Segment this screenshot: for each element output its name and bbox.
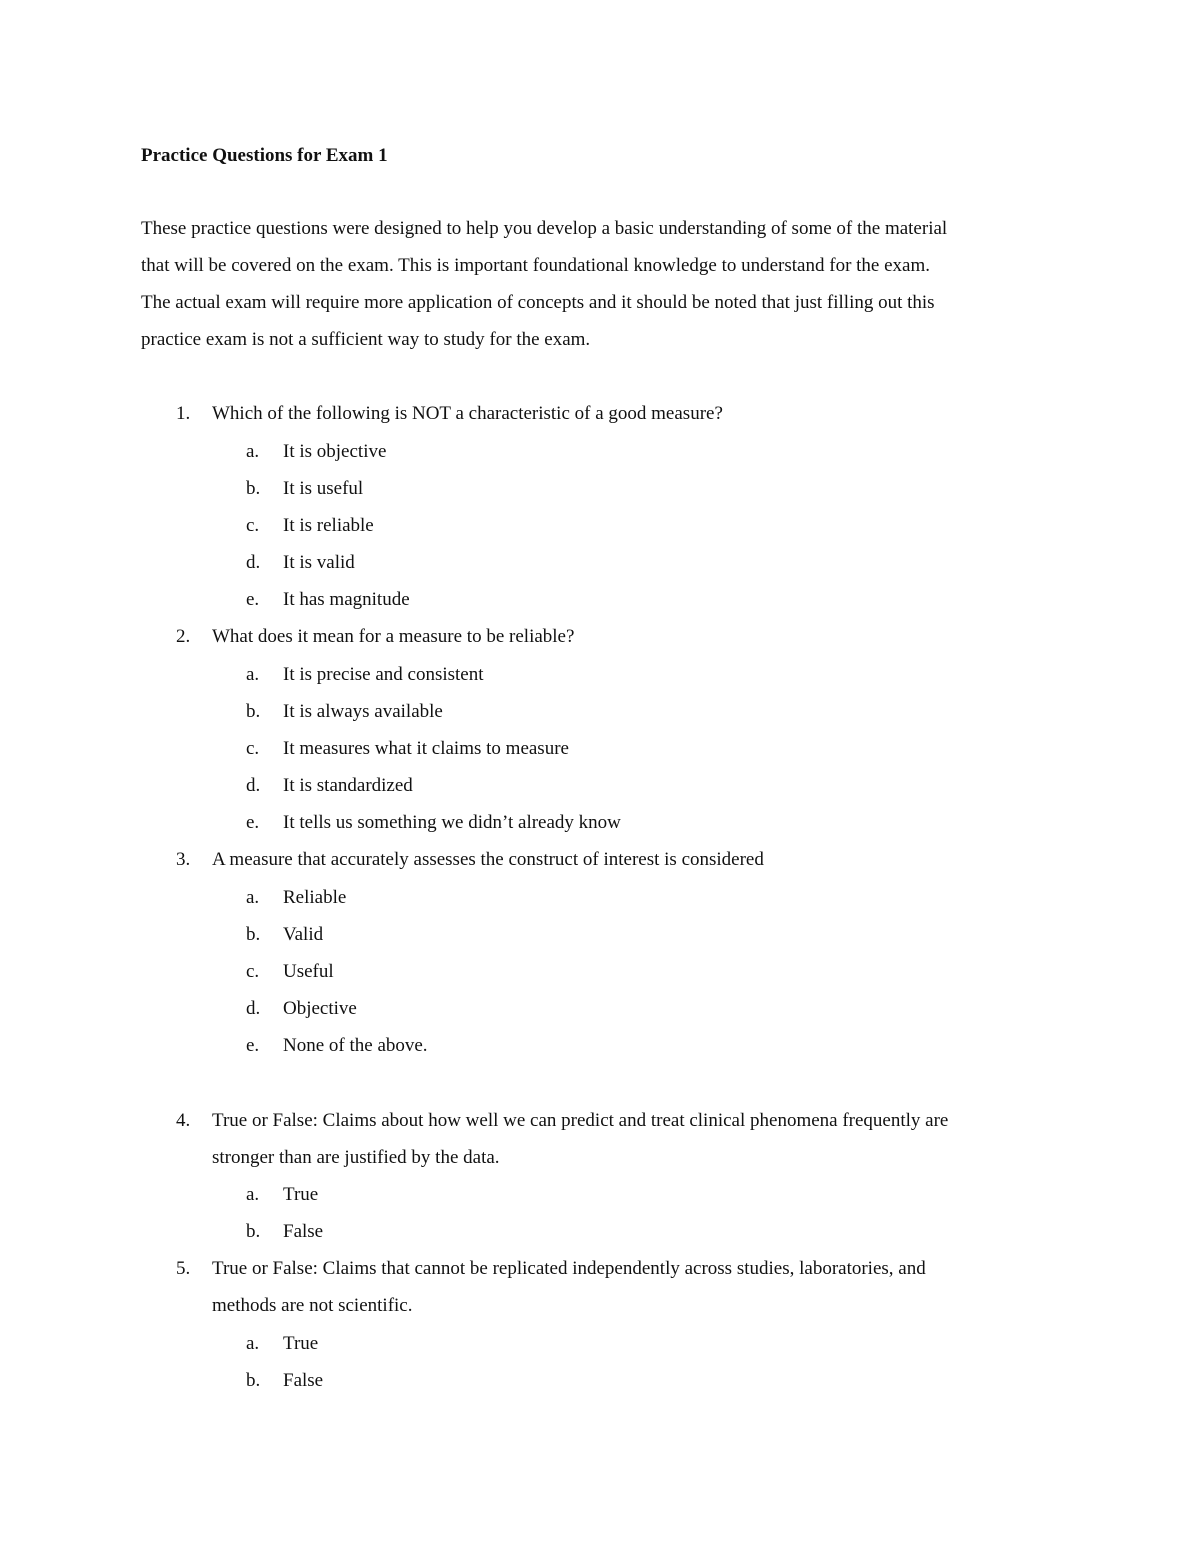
option-letter: c. [246, 515, 260, 536]
option-letter: a. [246, 664, 260, 685]
option-letter: d. [246, 552, 261, 573]
option-letter: b. [246, 478, 261, 499]
intro-line: These practice questions were designed to help you develop a basic understanding of some of the material [141, 218, 948, 239]
question-number: 1. [176, 403, 191, 424]
option-text: It is reliable [283, 515, 374, 536]
option-text: It is objective [283, 441, 387, 462]
option-text: It measures what it claims to measure [283, 738, 569, 759]
option-letter: b. [246, 701, 261, 722]
option-text: False [283, 1221, 324, 1242]
intro-line: The actual exam will require more application of concepts and it should be noted that just filling out this [141, 292, 935, 313]
question-text: What does it mean for a measure to be reliable? [212, 626, 575, 647]
option-text: True [283, 1333, 319, 1354]
question-number: 4. [176, 1110, 191, 1131]
option-text: It is useful [283, 478, 364, 499]
question-text: True or False: Claims about how well we can predict and treat clinical phenomena frequently are [212, 1110, 949, 1131]
intro-paragraph [141, 216, 1071, 364]
option-letter: a. [246, 441, 260, 462]
option-letter: b. [246, 1221, 261, 1242]
option-text: True [283, 1184, 319, 1205]
option-text: It is valid [283, 552, 355, 573]
option-letter: a. [246, 1333, 260, 1354]
option-letter: c. [246, 738, 260, 759]
option-text: Valid [283, 924, 324, 945]
option-letter: e. [246, 1035, 260, 1056]
option-letter: a. [246, 1184, 260, 1205]
option-text: Useful [283, 961, 334, 982]
option-text: None of the above. [283, 1035, 428, 1056]
option-text: Reliable [283, 887, 347, 908]
option-text: Objective [283, 998, 357, 1019]
option-text: It is precise and consistent [283, 664, 484, 685]
question-text: Which of the following is NOT a characteristic of a good measure? [212, 403, 723, 424]
option-letter: b. [246, 1370, 261, 1391]
option-letter: b. [246, 924, 261, 945]
option-text: It is always available [283, 701, 443, 722]
intro-line: practice exam is not a sufficient way to study for the exam. [141, 329, 591, 350]
question-number: 3. [176, 849, 191, 870]
option-text: False [283, 1370, 324, 1391]
question-text: True or False: Claims that cannot be replicated independently across studies, laboratories, and [212, 1258, 926, 1279]
question-number: 5. [176, 1258, 191, 1279]
question-text: stronger than are justified by the data. [212, 1147, 500, 1168]
option-letter: e. [246, 812, 260, 833]
question-text: A measure that accurately assesses the construct of interest is considered [212, 849, 764, 870]
option-letter: d. [246, 775, 261, 796]
option-text: It tells us something we didn’t already know [283, 812, 621, 833]
question-number: 2. [176, 626, 191, 647]
intro-line: that will be covered on the exam. This is important foundational knowledge to understand for the exam. [141, 255, 931, 276]
option-text: It is standardized [283, 775, 413, 796]
option-letter: e. [246, 589, 260, 610]
question-text: methods are not scientific. [212, 1295, 413, 1316]
document-title: Practice Questions for Exam 1 [141, 145, 388, 166]
option-letter: a. [246, 887, 260, 908]
option-text: It has magnitude [283, 589, 410, 610]
option-letter: c. [246, 961, 260, 982]
option-letter: d. [246, 998, 261, 1019]
